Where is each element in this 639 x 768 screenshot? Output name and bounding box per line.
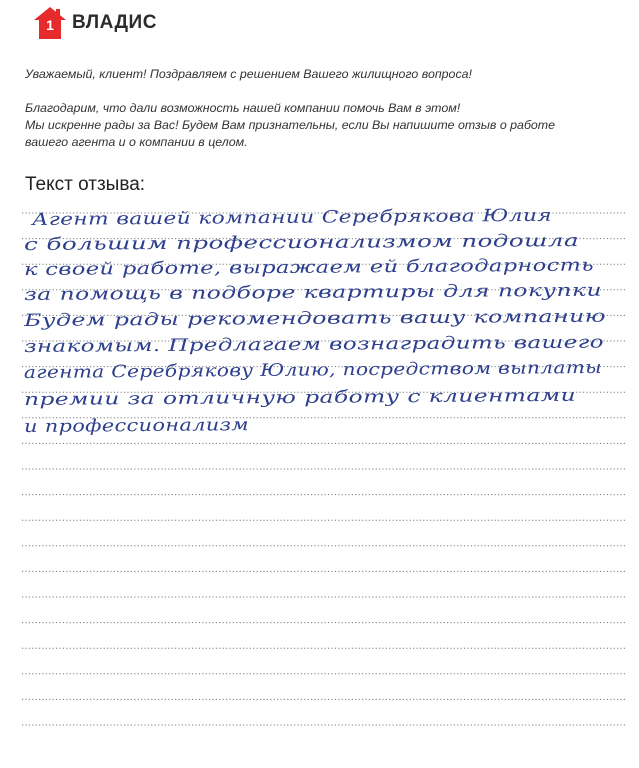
handwritten-line: с большим профессионализмом подошла bbox=[23, 230, 580, 255]
handwritten-line: премии за отличную работу с клиентами bbox=[23, 385, 577, 410]
thanks-line-1: Благодарим, что дали возможность нашей компании помочь Вам в этом! bbox=[25, 101, 461, 115]
handwritten-line: за помощь в подборе квартиры для покупки bbox=[23, 280, 603, 305]
handwritten-line: знакомым. Предлагаем вознаградить вашего bbox=[23, 332, 605, 357]
handwritten-line: и профессионализм bbox=[23, 415, 250, 437]
thanks-text bbox=[25, 100, 605, 151]
handwritten-line: Агент вашей компании Серебрякова Юлия bbox=[31, 205, 553, 230]
handwritten-line: агента Серебрякову Юлию, посредством выплаты bbox=[23, 357, 603, 383]
review-title: Текст отзыва: bbox=[25, 174, 146, 195]
handwritten-line: к своей работе, выражаем ей благодарность bbox=[23, 255, 595, 280]
brand-digit: 1 bbox=[46, 17, 54, 33]
brand-name: ВЛАДИС bbox=[72, 12, 157, 33]
house-icon bbox=[33, 6, 67, 40]
greeting-text: Уважаемый, клиент! Поздравляем с решением Вашего жилищного вопроса! bbox=[25, 67, 472, 81]
thanks-line-2: Мы искренне рады за Вас! Будем Вам признательны, если Вы напишите отзыв о работе bbox=[25, 118, 556, 132]
thanks-line-3: вашего агента и о компании в целом. bbox=[25, 135, 248, 149]
brand-logo bbox=[33, 6, 157, 40]
handwritten-line: Будем рады рекомендовать вашу компанию bbox=[23, 306, 607, 331]
